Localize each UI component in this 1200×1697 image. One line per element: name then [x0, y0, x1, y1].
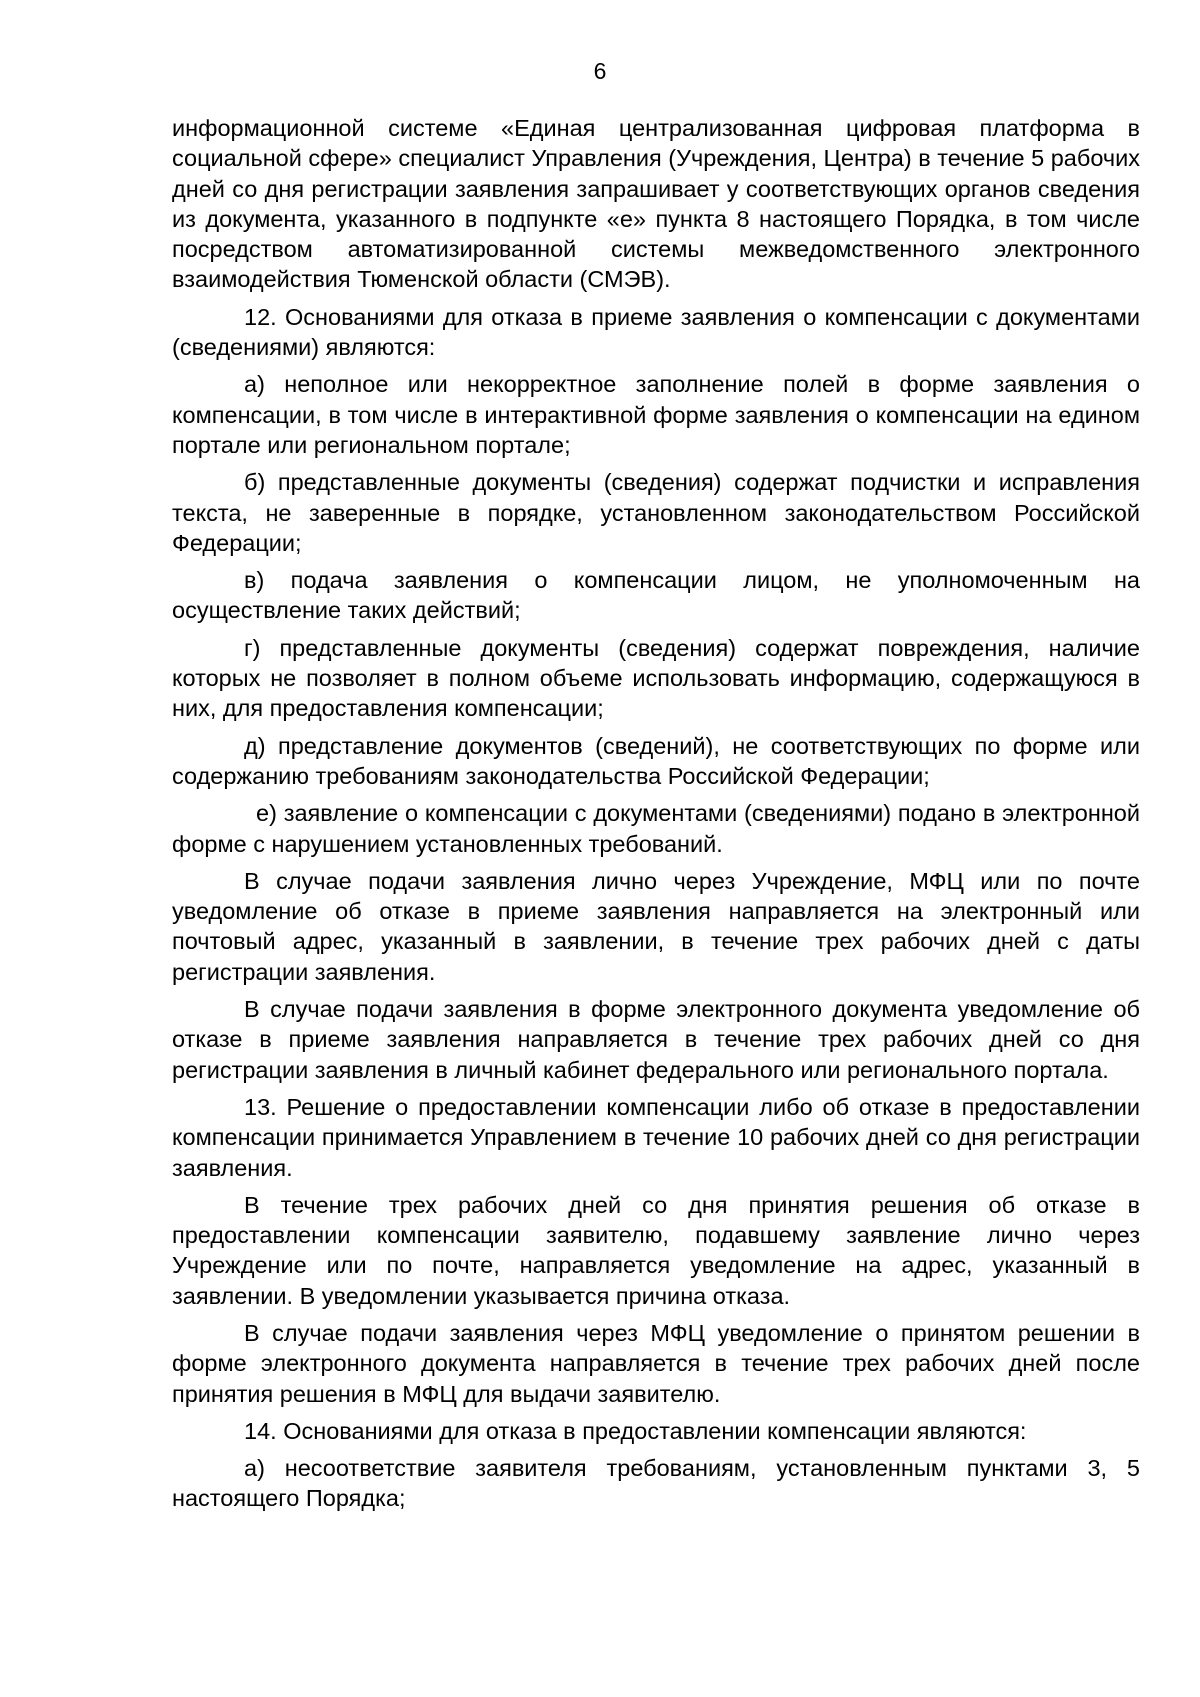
paragraph-refusal-decision-notice: В течение трех рабочих дней со дня принятия решения об отказе в предоставлении компенсации заявителю, подавшему заявление лично через Учреждение или по почте, направляется уведомление на адрес, указанный в заявлении. В уведомлении указывается причина отказа.: [172, 1191, 1140, 1309]
paragraph-item-13: 13. Решение о предоставлении компенсации либо об отказе в предоставлении компенсации принимается Управлением в течение 10 рабочих дней со дня регистрации заявления.: [172, 1093, 1140, 1181]
page-number: 6: [593, 58, 607, 84]
paragraph-item-12d: д) представление документов (сведений), не соответствующих по форме или содержанию требованиям законодательства Российской Федерации;: [172, 732, 1140, 789]
paragraph-item-14: 14. Основаниями для отказа в предоставлении компенсации являются:: [244, 1417, 1027, 1444]
paragraph-refusal-notice-in-person: В случае подачи заявления лично через Учреждение, МФЦ или по почте уведомление об отказе в приеме заявления направляется на электронный или почтовый адрес, указанный в заявлении, в течение трех рабочих дней с даты регистрации заявления.: [172, 867, 1140, 985]
paragraph-mfc-notice: В случае подачи заявления через МФЦ уведомление о принятом решении в форме электронного документа направляется в течение трех рабочих дней после принятия решения в МФЦ для выдачи заявителю.: [172, 1319, 1140, 1407]
document-body: [172, 113, 1140, 1521]
paragraph-item-12a: а) неполное или некорректное заполнение полей в форме заявления о компенсации, в том числе в интерактивной форме заявления о компенсации на едином портале или региональном портале;: [172, 371, 1140, 458]
paragraph-item-12: 12. Основаниями для отказа в приеме заявления о компенсации с документами (сведениями) являются:: [172, 303, 1140, 361]
paragraph-item-14a: а) несоответствие заявителя требованиям, установленным пунктами 3, 5 настоящего Порядка;: [172, 1455, 1140, 1512]
paragraph-item-12g: г) представленные документы (сведения) содержат повреждения, наличие которых не позволяет в полном объеме использовать информацию, содержащуюся в них, для предоставления компенсации;: [172, 634, 1140, 722]
paragraph-continuation: информационной системе «Единая централизованная цифровая платформа в социальной сфере» специалист Управления (Учреждения, Центра) в течение 5 рабочих дней со дня регистрации заявления запрашивает у соответствующих органов сведения из документа, указанного в подпункте «е» пункта 8 настоящего Порядка, в том числе посредством автоматизированной системы межведомственного электронного взаимодействия Тюменской области (СМЭВ).: [172, 115, 1140, 293]
paragraph-item-12e: е) заявление о компенсации с документами (сведениями) подано в электронной форме с нарушением установленных требований.: [172, 800, 1140, 857]
paragraph-item-12b: б) представленные документы (сведения) содержат подчистки и исправления текста, не заверенные в порядке, установленном законодательством Российской Федерации;: [172, 469, 1140, 556]
paragraph-refusal-notice-electronic: В случае подачи заявления в форме электронного документа уведомление об отказе в приеме заявления направляется в течение трех рабочих дней со дня регистрации заявления в личный кабинет федерального или регионального портала.: [172, 996, 1140, 1083]
paragraph-item-12v: в) подача заявления о компенсации лицом, не уполномоченным на осуществление таких действий;: [172, 567, 1140, 624]
